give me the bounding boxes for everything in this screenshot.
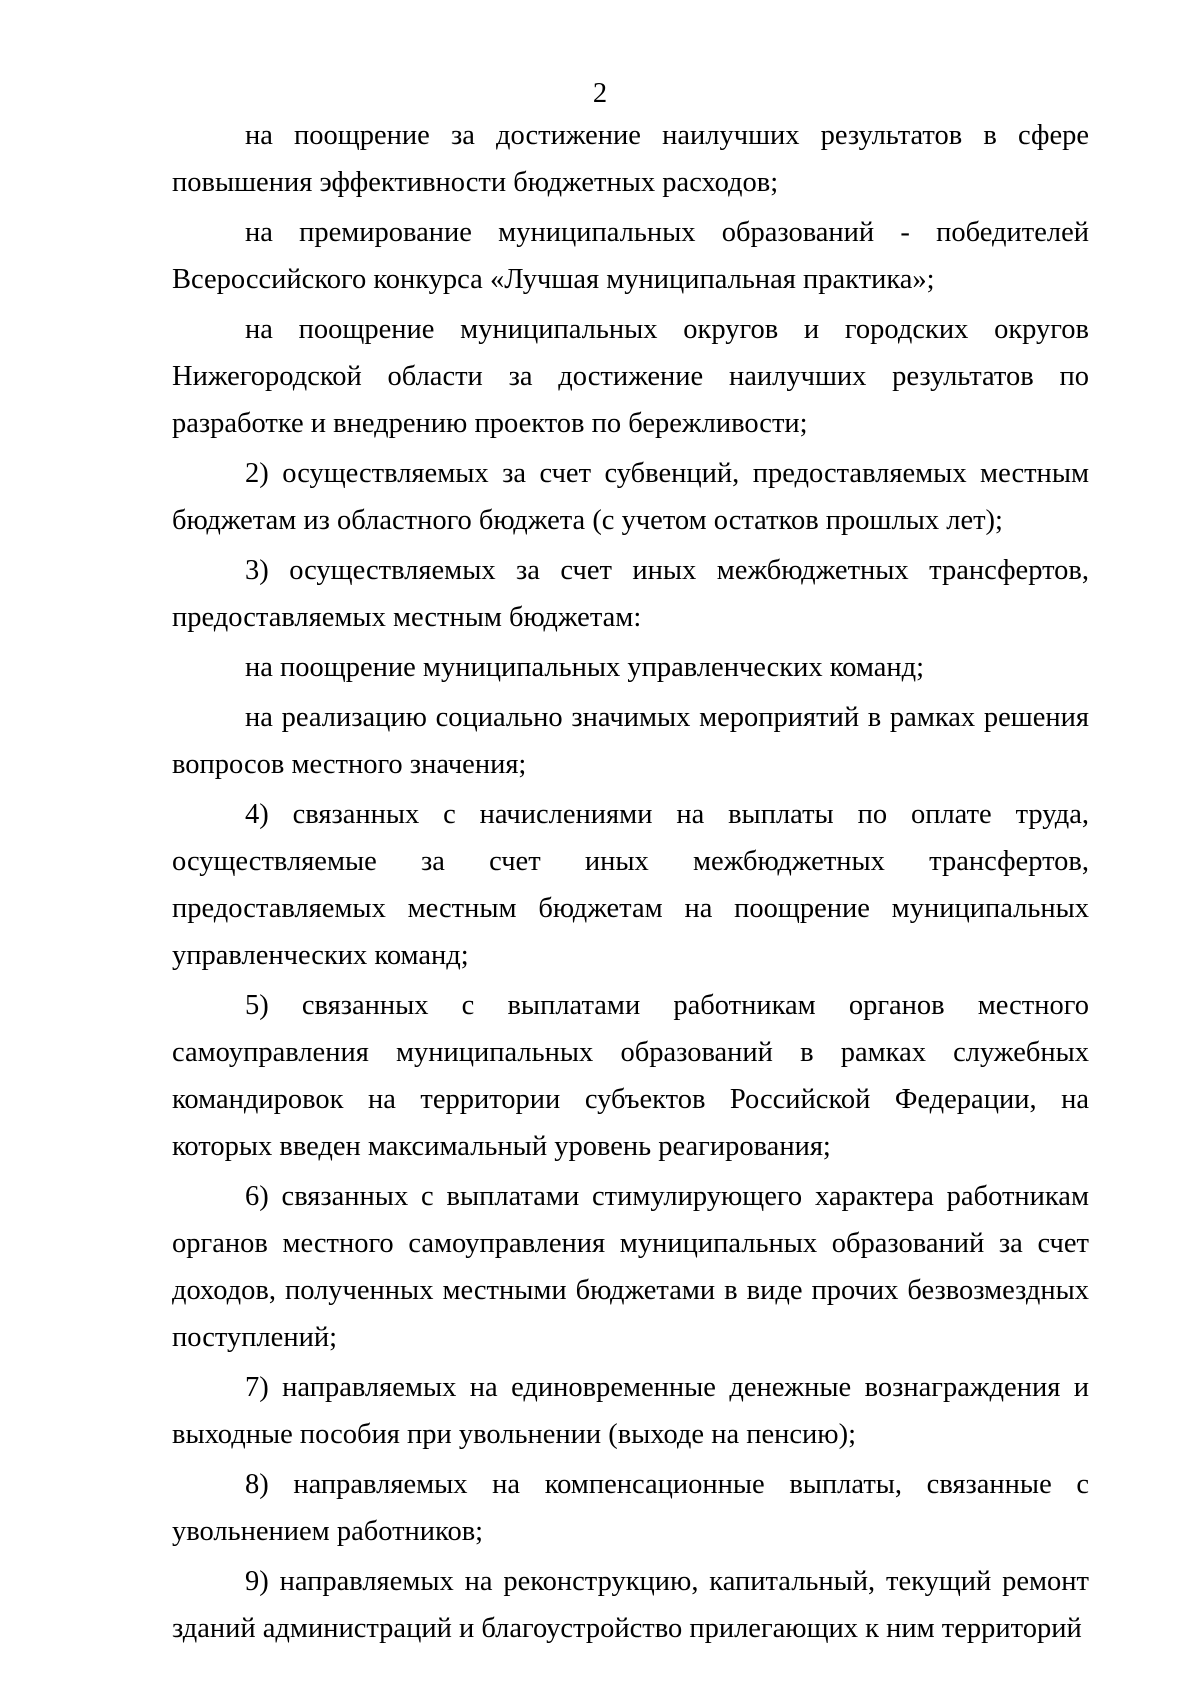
paragraph-item-3: 3) осуществляемых за счет иных межбюджетных трансфертов, предоставляемых местным бюджетам: [172,555,1089,633]
paragraph-social-events: на реализацию социально значимых мероприятий в рамках решения вопросов местного значения; [172,702,1089,780]
paragraph-reward-lean-projects: на поощрение муниципальных округов и городских округов Нижегородской области за достижение наилучших результатов по разработке и внедрению проектов по бережливости; [172,314,1089,439]
page-number: 2 [592,78,608,109]
document-body [172,112,1089,1655]
paragraph-reward-management-teams: на поощрение муниципальных управленческих команд; [245,652,925,683]
paragraph-item-6: 6) связанных с выплатами стимулирующего характера работникам органов местного самоуправления муниципальных образований за счет доходов, полученных местными бюджетами в виде прочих безвозмездных поступлений; [172,1181,1089,1353]
paragraph-item-2: 2) осуществляемых за счет субвенций, предоставляемых местным бюджетам из областного бюджета (с учетом остатков прошлых лет); [172,458,1089,536]
paragraph-item-5: 5) связанных с выплатами работникам органов местного самоуправления муниципальных образований в рамках служебных командировок на территории субъектов Российской Федерации, на которых введен максимальный уровень реагирования; [172,990,1089,1162]
paragraph-item-8: 8) направляемых на компенсационные выплаты, связанные с увольнением работников; [172,1469,1089,1547]
paragraph-item-7: 7) направляемых на единовременные денежные вознаграждения и выходные пособия при увольнении (выходе на пенсию); [172,1372,1089,1450]
paragraph-reward-budget-efficiency: на поощрение за достижение наилучших результатов в сфере повышения эффективности бюджетных расходов; [172,120,1089,198]
paragraph-item-4: 4) связанных с начислениями на выплаты по оплате труда, осуществляемые за счет иных межбюджетных трансфертов, предоставляемых местным бюджетам на поощрение муниципальных управленческих команд; [172,799,1089,971]
paragraph-item-9: 9) направляемых на реконструкцию, капитальный, текущий ремонт зданий администраций и благоустройство прилегающих к ним территорий [172,1566,1089,1644]
paragraph-bonus-contest-winners: на премирование муниципальных образований - победителей Всероссийского конкурса «Лучшая муниципальная практика»; [172,217,1089,295]
